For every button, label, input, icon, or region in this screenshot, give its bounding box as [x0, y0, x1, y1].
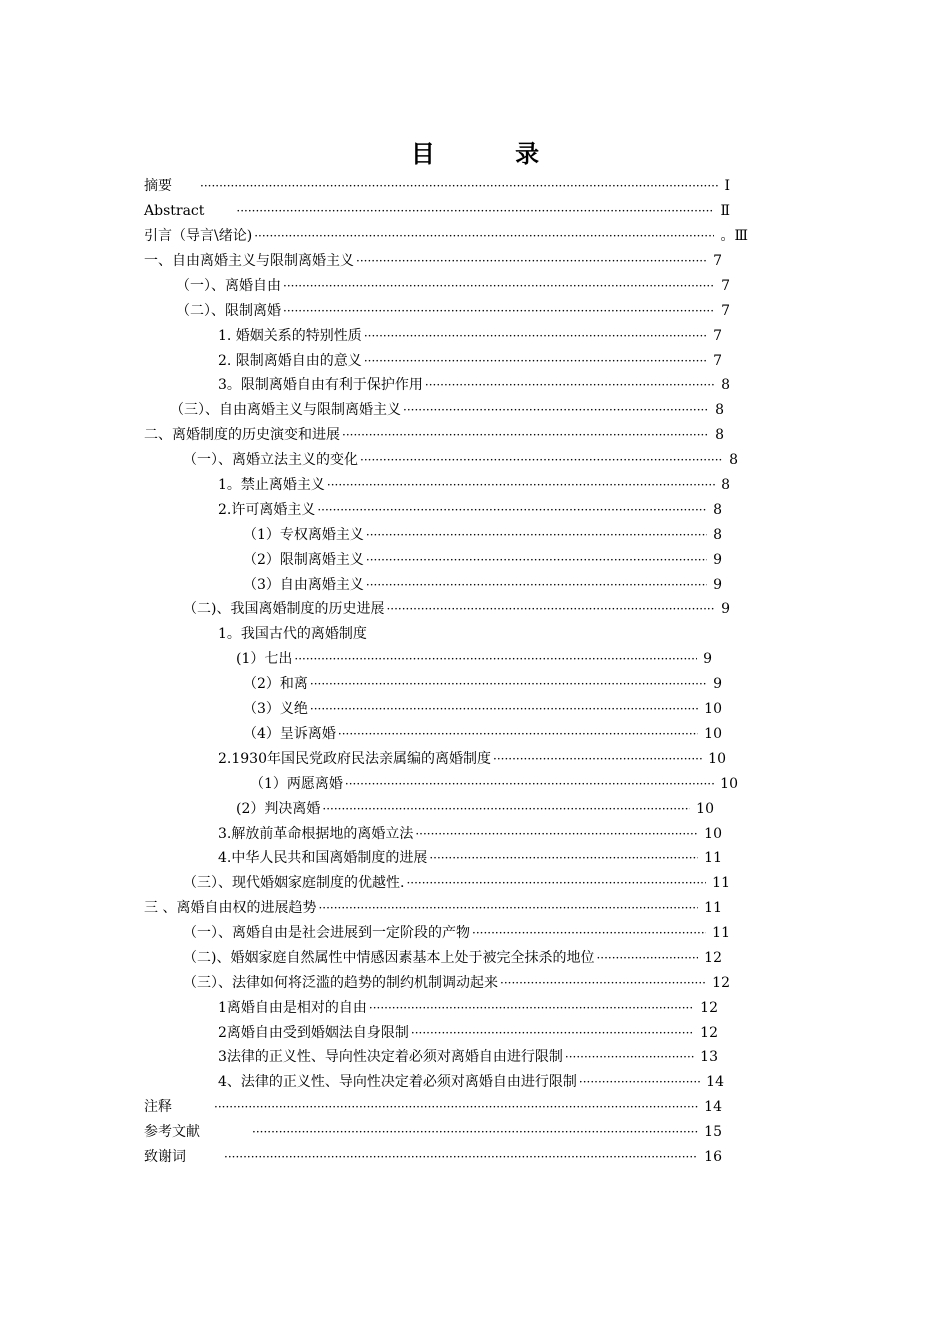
toc-page-number: 12	[700, 1025, 718, 1041]
toc-page-number: 10	[696, 801, 714, 817]
toc-entry[interactable]	[144, 200, 730, 222]
toc-entry[interactable]	[183, 872, 730, 894]
toc-entry-label: 4.中华人民共和国离婚制度的进展	[218, 850, 428, 866]
toc-entry[interactable]	[183, 598, 730, 620]
toc-entry[interactable]	[218, 350, 722, 372]
toc-page-number: 9	[713, 676, 722, 692]
toc-entry-label: 2. 限制离婚自由的意义	[218, 353, 362, 369]
toc-entry-label: （3）自由离婚主义	[243, 577, 364, 593]
toc-entry-label: (2）判决离婚	[236, 801, 321, 817]
toc-page-number: 7	[713, 353, 722, 369]
toc-entry[interactable]	[243, 549, 722, 571]
toc-entry[interactable]	[243, 698, 722, 720]
toc-entry-label: 注释	[144, 1099, 172, 1115]
toc-leader-dots	[411, 1022, 694, 1044]
toc-leader-dots	[565, 1046, 694, 1068]
toc-entry[interactable]	[183, 449, 738, 471]
toc-page-number: 7	[721, 278, 730, 294]
toc-entry[interactable]	[218, 997, 718, 1019]
toc-entry[interactable]	[218, 474, 730, 496]
toc-entry[interactable]	[170, 399, 724, 421]
toc-leader-dots	[345, 773, 714, 795]
toc-entry[interactable]	[236, 798, 714, 820]
toc-leader-dots	[429, 847, 698, 869]
toc-entry[interactable]	[218, 1071, 724, 1093]
toc-page-number: 9	[713, 552, 722, 568]
toc-page-number: 11	[704, 850, 722, 866]
toc-page-number: 10	[704, 826, 722, 842]
toc-entry[interactable]	[144, 1096, 722, 1118]
toc-page-number: 8	[713, 527, 722, 543]
toc-page-number: 7	[713, 328, 722, 344]
toc-page-number: 9	[703, 651, 712, 667]
toc-leader-dots	[327, 474, 715, 496]
toc-entry[interactable]	[183, 922, 730, 944]
toc-entry-label: 1. 婚姻关系的特别性质	[218, 328, 362, 344]
toc-page-number: 7	[713, 253, 722, 269]
toc-page-number: 10	[704, 701, 722, 717]
toc-page-number: 9	[713, 577, 722, 593]
toc-page-number: 11	[712, 875, 730, 891]
toc-entry[interactable]	[218, 1022, 718, 1044]
toc-entry[interactable]	[144, 175, 730, 197]
toc-page-number: 11	[704, 900, 722, 916]
toc-leader-dots	[366, 549, 707, 571]
toc-entry-label: 4、法律的正义性、导向性决定着必须对离婚自由进行限制	[218, 1074, 577, 1090]
toc-leader-dots	[214, 1096, 698, 1118]
toc-entry-label: （2）和离	[243, 676, 308, 692]
toc-entry-label: （一）、离婚自由是社会进展到一定阶段的产物	[183, 925, 470, 941]
toc-entry-label: （4）呈诉离婚	[243, 726, 336, 742]
toc-leader-dots	[415, 823, 698, 845]
toc-leader-dots	[596, 947, 698, 969]
toc-leader-dots	[360, 449, 723, 471]
toc-entry-label: （一）、离婚立法主义的变化	[183, 452, 358, 468]
toc-leader-dots	[472, 922, 706, 944]
toc-leader-dots	[322, 798, 690, 820]
toc-entry[interactable]	[176, 300, 730, 322]
toc-entry-label: （三）、自由离婚主义与限制离婚主义	[170, 402, 401, 418]
toc-entry-label: 3法律的正义性、导向性决定着必须对离婚自由进行限制	[218, 1049, 563, 1065]
toc-entry[interactable]	[183, 947, 722, 969]
toc-entry-label: 三 、离婚自由权的进展趋势	[144, 900, 317, 916]
toc-page-number: 10	[704, 726, 722, 742]
toc-page-number: 8	[713, 502, 722, 518]
toc-entry-label: Abstract	[144, 203, 205, 219]
toc-entry-label: （3）义绝	[243, 701, 308, 717]
toc-entry[interactable]	[144, 225, 748, 247]
toc-page-number: 9	[721, 601, 730, 617]
toc-entry-label: （二）、限制离婚	[176, 303, 281, 319]
toc-page-number: 10	[708, 751, 726, 767]
toc-entry-label: （1）两愿离婚	[250, 776, 343, 792]
toc-page-number: 8	[715, 427, 724, 443]
toc-page-number: 。Ⅲ	[720, 228, 748, 244]
toc-entry[interactable]	[183, 972, 730, 994]
toc-entry-label: 1。我国古代的离婚制度	[218, 626, 367, 642]
toc-entry-label: 二、离婚制度的历史演变和进展	[144, 427, 340, 443]
toc-entry[interactable]	[236, 648, 712, 670]
toc-leader-dots	[283, 300, 715, 322]
toc-entry[interactable]	[218, 748, 726, 770]
page-title: 目 录	[410, 140, 576, 168]
toc-leader-dots	[283, 275, 715, 297]
toc-page-number: Ⅱ	[720, 203, 730, 219]
toc-page-number: 10	[720, 776, 738, 792]
toc-leader-dots	[386, 598, 715, 620]
toc-entry-label: （一）、离婚自由	[176, 278, 281, 294]
toc-entry-label: （三）、法律如何将泛滥的趋势的制约机制调动起来	[183, 975, 498, 991]
toc-leader-dots	[338, 723, 698, 745]
toc-leader-dots	[579, 1071, 700, 1093]
toc-leader-dots	[406, 872, 706, 894]
toc-page-number: 11	[712, 925, 730, 941]
toc-entry-label: 参考文献	[144, 1124, 200, 1140]
toc-entry-label: 3.解放前革命根据地的离婚立法	[218, 826, 414, 842]
toc-entry[interactable]	[218, 374, 730, 396]
toc-leader-dots	[356, 250, 707, 272]
toc-leader-dots	[364, 350, 707, 372]
toc-page-number: 13	[700, 1049, 718, 1065]
toc-entry-label: 3。限制离婚自由有利于保护作用	[218, 377, 423, 393]
toc-leader-dots	[366, 574, 707, 596]
toc-entry-label: （2）限制离婚主义	[243, 552, 364, 568]
toc-entry-label: （三）、现代婚姻家庭制度的优越性.	[183, 875, 405, 891]
toc-entry[interactable]	[144, 1121, 722, 1143]
toc-entry[interactable]	[176, 275, 730, 297]
toc-leader-dots	[425, 374, 715, 396]
toc-entry-label: 1离婚自由是相对的自由	[218, 1000, 367, 1016]
toc-entry[interactable]	[243, 673, 722, 695]
toc-leader-dots	[236, 200, 714, 222]
toc-leader-dots	[254, 225, 714, 247]
toc-leader-dots	[252, 1121, 698, 1143]
toc-page-number: 15	[704, 1124, 722, 1140]
toc-entry[interactable]	[144, 424, 724, 446]
toc-entry[interactable]	[218, 325, 722, 347]
toc-page-number: 12	[704, 950, 722, 966]
toc-leader-dots	[200, 175, 718, 197]
toc-entry[interactable]	[243, 524, 722, 546]
toc-entry[interactable]	[144, 1146, 722, 1168]
toc-entry-label: 引言（导言\绪论)	[144, 228, 253, 244]
toc-page-number: 8	[715, 402, 724, 418]
toc-entry[interactable]	[243, 723, 722, 745]
toc-entry-label: 一、自由离婚主义与限制离婚主义	[144, 253, 354, 269]
toc-entry[interactable]	[243, 574, 722, 596]
toc-page-number: 16	[704, 1149, 722, 1165]
toc-page-number: 8	[721, 377, 730, 393]
toc-leader-dots	[364, 325, 707, 347]
toc-entry[interactable]	[250, 773, 738, 795]
toc-leader-dots	[342, 424, 709, 446]
toc-leader-dots	[317, 499, 707, 521]
toc-entry-label: 摘要	[144, 178, 172, 194]
toc-leader-dots	[224, 1146, 698, 1168]
toc-entry[interactable]	[218, 1046, 718, 1068]
toc-entry[interactable]	[144, 897, 722, 919]
toc-page-number: 12	[712, 975, 730, 991]
toc-entry[interactable]	[218, 847, 722, 869]
toc-leader-dots	[493, 748, 702, 770]
toc-entry-label: 2.许可离婚主义	[218, 502, 316, 518]
toc-page-number: 12	[700, 1000, 718, 1016]
toc-leader-dots	[369, 997, 694, 1019]
toc-page-number: Ⅰ	[724, 178, 730, 194]
toc-entry[interactable]	[218, 823, 722, 845]
toc-leader-dots	[318, 897, 698, 919]
toc-entry-label: 致谢词	[144, 1149, 186, 1165]
toc-leader-dots	[310, 698, 698, 720]
toc-leader-dots	[294, 648, 697, 670]
toc-leader-dots	[366, 524, 707, 546]
toc-leader-dots	[403, 399, 709, 421]
toc-entry[interactable]	[218, 623, 400, 645]
toc-entry-label: 1。禁止离婚主义	[218, 477, 325, 493]
toc-page-number: 8	[729, 452, 738, 468]
toc-entry-label: （1）专权离婚主义	[243, 527, 364, 543]
toc-page-number: 14	[704, 1099, 722, 1115]
toc-entry-label: （二)、我国离婚制度的历史进展	[183, 601, 385, 617]
toc-entry[interactable]	[144, 250, 722, 272]
toc-entry-label: 2.1930年国民党政府民法亲属编的离婚制度	[218, 751, 491, 767]
toc-page-number: 7	[721, 303, 730, 319]
toc-page-number: 8	[721, 477, 730, 493]
toc-entry-label: 2离婚自由受到婚姻法自身限制	[218, 1025, 409, 1041]
toc-leader-dots	[500, 972, 706, 994]
toc-entry[interactable]	[218, 499, 722, 521]
toc-leader-dots	[310, 673, 707, 695]
toc-entry-label: (1）七出	[236, 651, 293, 667]
toc-page-number: 14	[706, 1074, 724, 1090]
toc-entry-label: （二)、婚姻家庭自然属性中情感因素基本上处于被完全抹杀的地位	[183, 950, 595, 966]
